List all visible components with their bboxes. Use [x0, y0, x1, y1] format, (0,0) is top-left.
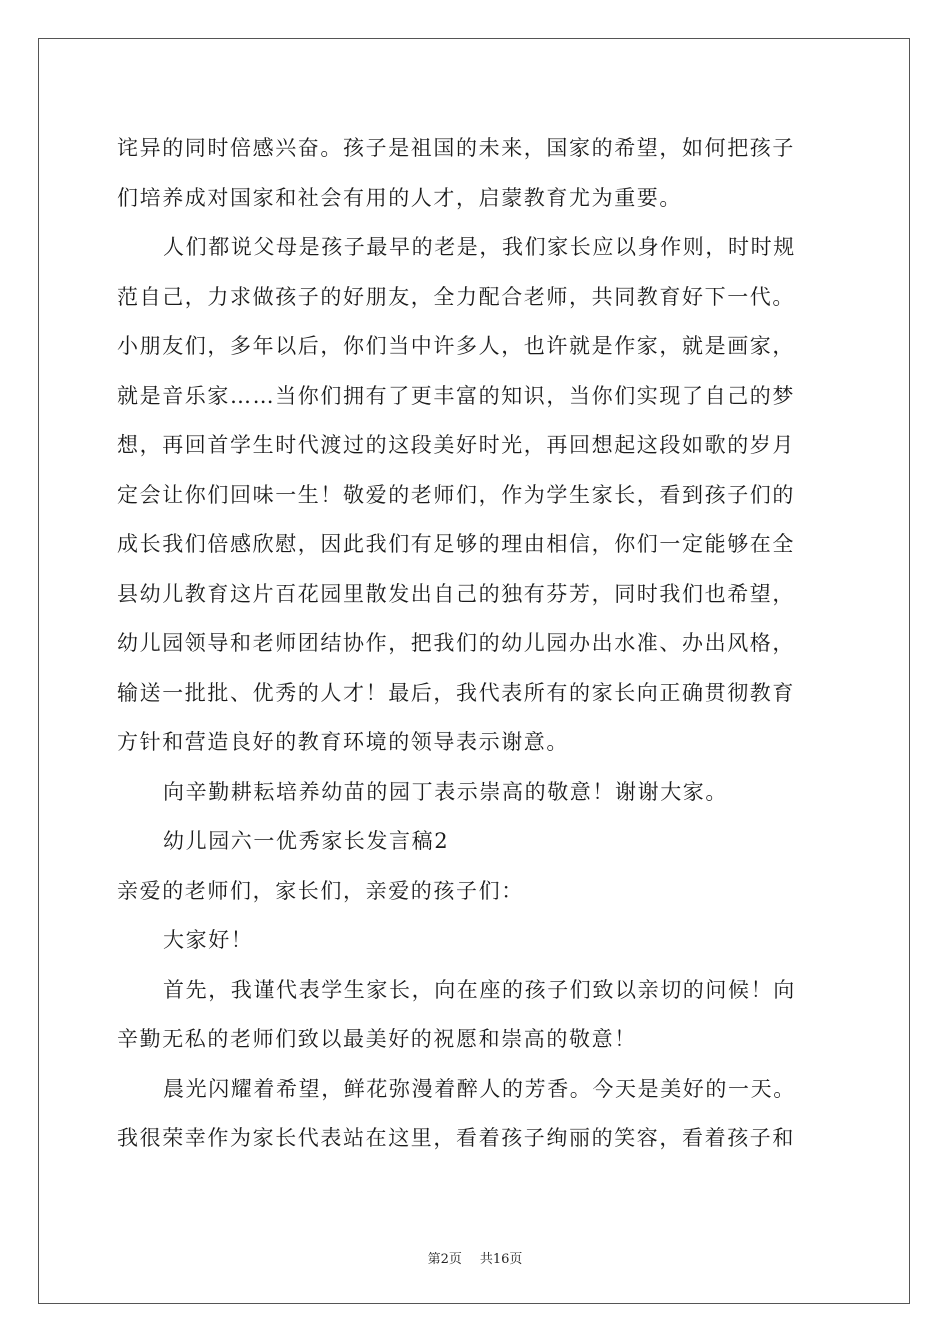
page-footer	[0, 1248, 950, 1267]
paragraph-start: 向辛勤耕耘培养幼苗的园丁表示崇高的敬意！谢谢大家。	[163, 779, 728, 804]
section-title: 幼儿园六一优秀家长发言稿2	[163, 829, 450, 853]
text-line: 幼儿园领导和老师团结协作，把我们的幼儿园办出水准、办出风格，	[117, 631, 795, 655]
paragraph-start: 人们都说父母是孩子最早的老是，我们家长应以身作则，时时规	[163, 235, 796, 259]
text-line: 方针和营造良好的教育环境的领导表示谢意。	[117, 730, 569, 754]
text-line: 诧异的同时倍感兴奋。孩子是祖国的未来，国家的希望，如何把孩子	[117, 136, 795, 160]
text-line: 小朋友们，多年以后，你们当中许多人，也许就是作家，就是画家，	[117, 334, 795, 358]
salutation: 亲爱的老师们，家长们，亲爱的孩子们：	[117, 878, 524, 903]
page-total: 共16页	[479, 1252, 523, 1267]
text-line: 输送一批批、优秀的人才！最后，我代表所有的家长向正确贯彻教育	[117, 680, 795, 705]
text-line: 定会让你们回味一生！敬爱的老师们，作为学生家长，看到孩子们的	[117, 482, 795, 507]
document-body	[117, 124, 833, 1164]
page-number: 第2页	[427, 1252, 462, 1267]
paragraph-start: 晨光闪耀着希望，鲜花弥漫着醉人的芳香。今天是美好的一天。	[163, 1076, 796, 1101]
text-line: 想，再回首学生时代渡过的这段美好时光，再回想起这段如歌的岁月	[117, 433, 795, 457]
text-line: 辛勤无私的老师们致以最美好的祝愿和崇高的敬意！	[117, 1027, 637, 1051]
text-line: 成长我们倍感欣慰，因此我们有足够的理由相信，你们一定能够在全	[117, 532, 795, 556]
text-line: 范自己，力求做孩子的好朋友，全力配合老师，共同教育好下一代。	[117, 284, 795, 309]
greeting: 大家好！	[163, 928, 254, 952]
text-line: 们培养成对国家和社会有用的人才，启蒙教育尤为重要。	[117, 185, 682, 210]
paragraph-start: 首先，我谨代表学生家长，向在座的孩子们致以亲切的问候！向	[163, 977, 796, 1002]
text-line: 我很荣幸作为家长代表站在这里，看着孩子绚丽的笑容，看着孩子和	[117, 1126, 795, 1150]
text-line: 县幼儿教育这片百花园里散发出自己的独有芬芳，同时我们也希望，	[117, 581, 795, 606]
text-line: 就是音乐家……当你们拥有了更丰富的知识，当你们实现了自己的梦	[117, 383, 795, 408]
